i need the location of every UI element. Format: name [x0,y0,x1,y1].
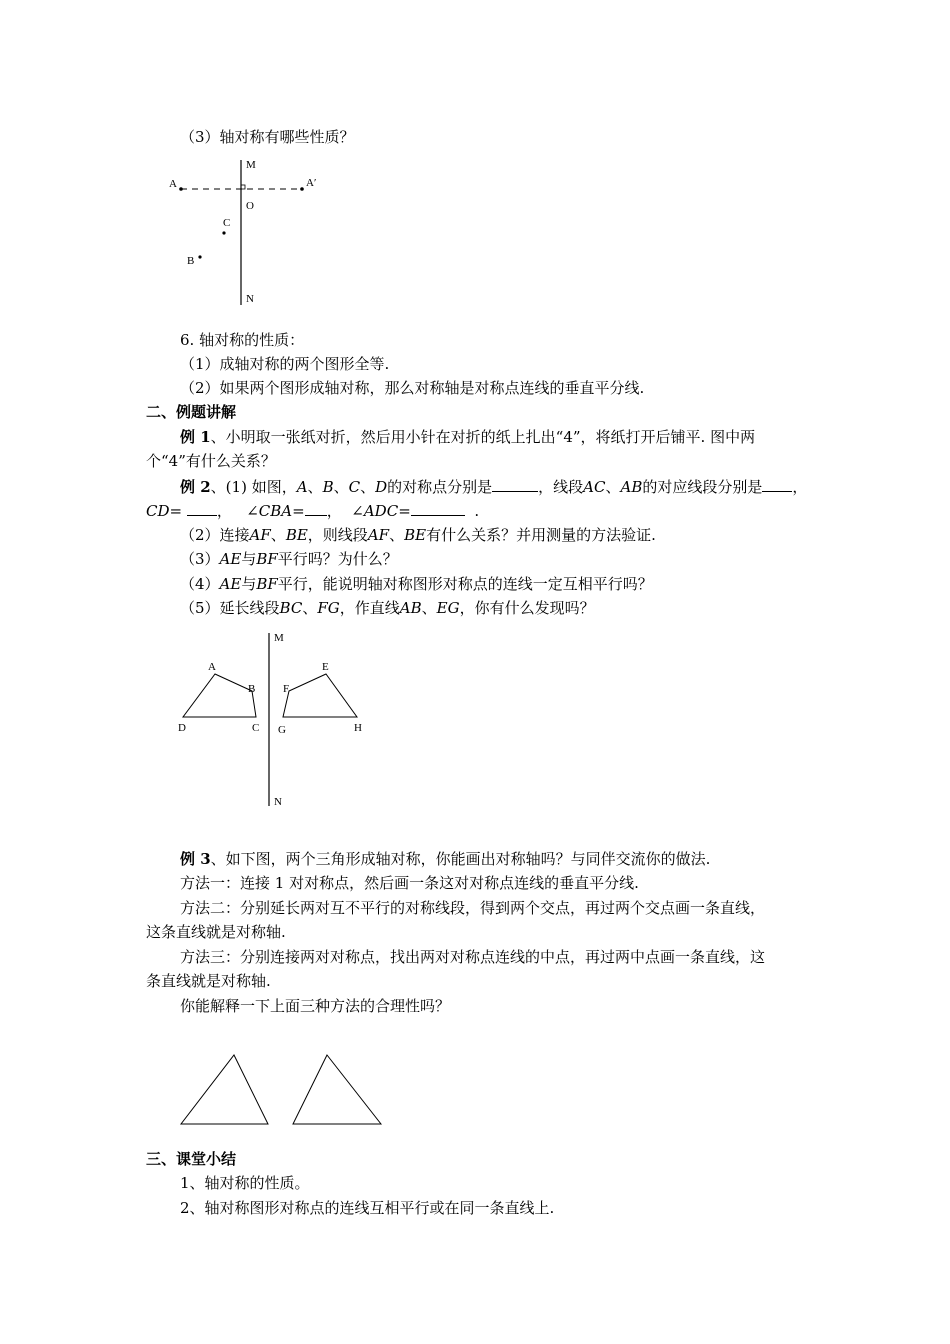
label-M: M [246,159,256,171]
label-C2: C [252,722,260,734]
example-2-part-5: （5）延长线段BC、FG，作直线AB、EG，你有什么发现吗？ [180,599,595,617]
example-1-line-1: 例 1、小明取一张纸对折，然后用小针在对折的纸上扎出“4”，将纸打开后铺平. 图中两 [180,428,756,446]
example-2-line-1: 例 2、(1) 如图，A、B、C、D的对称点分别是 ，线段AC、AB的对应线段分别是 ， [180,478,808,496]
label-H2: H [354,722,362,734]
label-A: A [169,178,177,190]
method-2-line-2: 这条直线就是对称轴. [146,923,286,941]
example-2-line-2: CD= ， ∠CBA= ， ∠ADC= . [146,502,480,520]
label-G2: G [278,724,286,736]
example-2-part-4: （4）AE与BF平行，能说明轴对称图形对称点的连线一定互相平行吗？ [180,575,653,593]
summary-item-2: 2、轴对称图形对称点的连线互相平行或在同一条直线上. [180,1199,555,1217]
label-E2: E [322,661,329,673]
label-N: N [246,293,254,305]
section-2-heading: 二、例题讲解 [146,403,237,421]
property-item-2: （2）如果两个图形成轴对称，那么对称轴是对称点连线的垂直平分线. [180,379,645,397]
triangle-right [293,1055,381,1124]
example-3-line: 例 3、如下图，两个三角形成轴对称，你能画出对称轴吗？与同伴交流你的做法. [180,850,711,868]
label-N2: N [274,796,282,808]
method-3-line-1: 方法三：分别连接两对对称点，找出两对对称点连线的中点，再过两中点画一条直线，这 [180,948,766,966]
label-B: B [187,255,195,267]
example-2-part-3: （3）AE与BF平行吗？为什么？ [180,550,398,568]
triangle-left [181,1055,268,1124]
method-3-line-2: 条直线就是对称轴. [146,972,271,990]
example-1-label: 例 1 [180,428,211,446]
label-A2: A [208,661,216,673]
label-A-prime: A′ [306,177,317,189]
method-2-line-1: 方法二：分别延长两对互不平行的对称线段，得到两个交点，再过两个交点画一条直线， [180,899,766,917]
example-3-question: 你能解释一下上面三种方法的合理性吗？ [180,997,451,1015]
question-3: （3）轴对称有哪些性质？ [180,128,355,146]
label-O: O [246,200,254,212]
label-F2: F [283,683,290,695]
method-1: 方法一：连接 1 对对称点，然后画一条这对对称点连线的垂直平分线. [180,874,639,892]
example-1-line-2: 个“4”有什么关系？ [146,452,276,470]
example-2-part-2: （2）连接AF、BE，则线段AF、BE有什么关系？并用测量的方法验证. [180,526,656,544]
label-C: C [223,217,231,229]
property-title: 6. 轴对称的性质： [180,331,305,349]
example-3-label: 例 3 [180,850,211,868]
property-item-1: （1）成轴对称的两个图形全等. [180,355,390,373]
summary-item-1: 1、轴对称的性质。 [180,1174,310,1192]
label-D2: D [178,722,186,734]
section-3-heading: 三、课堂小结 [146,1150,237,1168]
label-B2: B [248,683,256,695]
label-M2: M [274,632,284,644]
example-2-label: 例 2 [180,478,211,496]
